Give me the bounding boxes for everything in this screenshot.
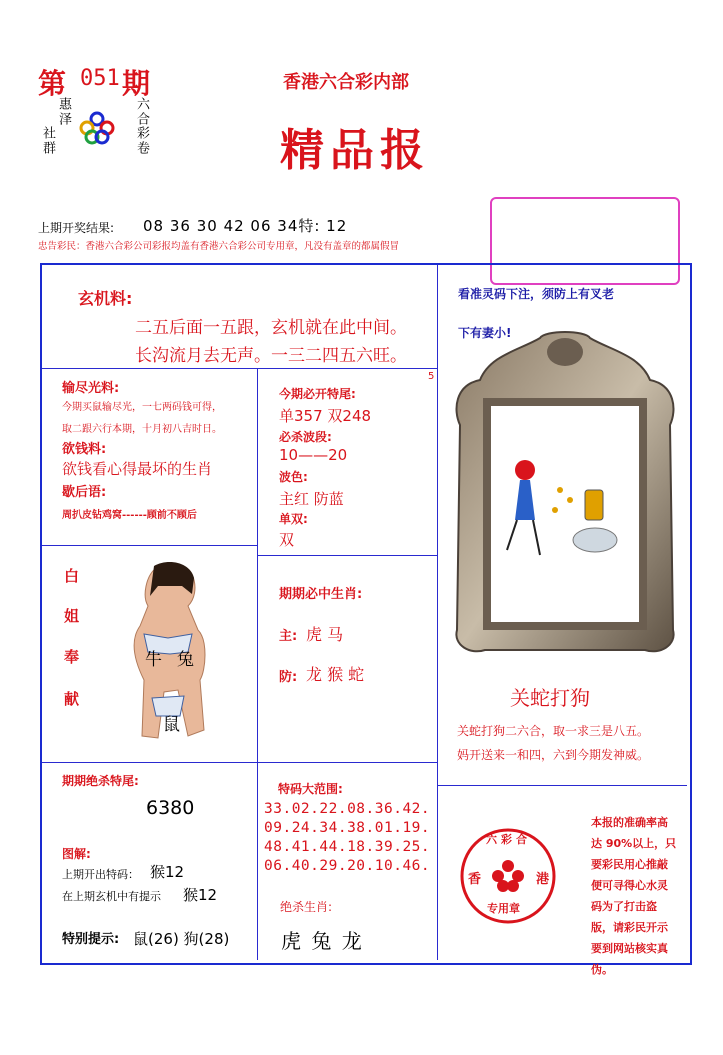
juesha-tewei-title: 期期绝杀特尾: — [62, 774, 139, 788]
shuxing-text1: 今期买鼠输尽光，一七两码钱可得， — [62, 402, 222, 413]
overlay-tu: 兔 — [177, 650, 194, 670]
tujie-title: 图解: — [62, 847, 91, 861]
juesha-shengxiao-value: 虎 兔 龙 — [281, 929, 364, 953]
notice-text: 忠告彩民：香港六合彩公司彩报均盖有香港六合彩公司专用章，凡没有盖章的都属假冒 — [38, 241, 400, 252]
issue-number: 051 — [80, 66, 120, 91]
tema-fanwei-title: 特码大范围: — [278, 782, 343, 796]
shengxiao-main-label: 主: — [279, 629, 298, 644]
seal-left: 香 — [468, 872, 482, 887]
last-result-numbers: 08 36 30 42 06 34特: 12 — [143, 217, 348, 235]
right-top-line1: 看准灵码下注，须防上有叉老 — [458, 287, 615, 301]
shuxing-text2: 取二跟六行本期，十月初八吉时日。 — [62, 424, 222, 435]
divider-h4 — [42, 762, 437, 763]
overlay-shu: 鼠 — [163, 715, 180, 735]
juesha-tewei-value: 6380 — [146, 797, 195, 819]
guanshe-line1: 关蛇打狗二六合，取一求三是八五。 — [457, 724, 650, 738]
last-result-label: 上期开奖结果: — [38, 221, 115, 235]
tujie-row2-label: 在上期玄机中有提示 — [62, 890, 161, 903]
bose-value: 主红 防蓝 — [279, 490, 344, 508]
bosha-value: 10——20 — [279, 446, 348, 464]
divider-left — [257, 368, 258, 960]
xuanji-line2: 长沟流月去无声。一三二四五六旺。 — [135, 346, 407, 366]
left-vertical-2: 社群 — [40, 126, 55, 156]
seal-bottom: 专用章 — [487, 902, 520, 915]
divider-right — [437, 265, 438, 960]
tujie-row1-label: 上期开出特码： — [62, 868, 139, 881]
guanshe-title: 关蛇打狗 — [510, 686, 590, 710]
tujie-row1-value: 猴12 — [150, 863, 185, 881]
danshuang-value: 双 — [279, 531, 295, 549]
bite-value: 单357 双248 — [279, 407, 372, 425]
baijie-char-2: 姐 — [64, 607, 80, 625]
tema-row-3: 48.41.44.18.39.25. — [264, 839, 431, 855]
mirror-frame-image — [445, 330, 685, 660]
right-top-line2: 下有妻小! — [458, 326, 512, 340]
guanshe-line2: 妈开送来一和四，六到今期发神威。 — [457, 748, 650, 762]
issue-prefix: 第 — [38, 67, 67, 100]
page-title: 精品报 — [280, 125, 430, 176]
accuracy-note: 本报的准确率高达 90%以上，只要彩民用心推敲便可寻得心水灵码为了打击盗版，请彩民开示要到网站核实真伪。 — [591, 816, 677, 976]
xiehou-title: 歇后语: — [62, 485, 107, 500]
bosha-title: 必杀波段: — [279, 430, 332, 444]
tema-row-1: 33.02.22.08.36.42. — [264, 801, 431, 817]
shengxiao-fang-label: 防: — [279, 670, 298, 685]
juesha-shengxiao-title: 绝杀生肖: — [280, 900, 333, 914]
subtitle: 香港六合彩内部 — [283, 72, 409, 93]
tema-row-4: 06.40.29.20.10.46. — [264, 858, 431, 874]
shengxiao-main-value: 虎 马 — [306, 625, 344, 644]
left-vertical-1: 惠泽 — [56, 97, 71, 127]
seal-right: 港 — [536, 872, 550, 887]
baijie-char-3: 奉 — [64, 648, 80, 666]
seal-top: 六彩合 — [486, 833, 531, 846]
divider-h2 — [42, 545, 257, 546]
shengxiao-fang-value: 龙 猴 蛇 — [306, 665, 365, 684]
page-mark: 5 — [428, 371, 435, 382]
tebie-label: 特别提示: — [62, 932, 120, 947]
divider-h5 — [437, 785, 687, 786]
xuanji-title: 玄机料: — [78, 289, 133, 308]
danshuang-title: 单双: — [279, 512, 308, 526]
tebie-value: 鼠(26) 狗(28) — [133, 930, 230, 948]
shengxiao-title: 期期必中生肖: — [279, 587, 363, 602]
right-vertical-2: 彩卷 — [134, 126, 149, 156]
baijie-char-1: 白 — [64, 567, 80, 585]
overlay-niu: 牛 — [145, 650, 162, 670]
yuqian-text: 欲钱看心得最坏的生肖 — [62, 460, 213, 478]
xiehou-text: 周扒皮钻鸡窝------顾前不顾后 — [62, 510, 197, 521]
tujie-row2-value: 猴12 — [183, 886, 218, 904]
bose-title: 波色: — [279, 470, 308, 484]
divider-h1 — [42, 368, 437, 369]
yuqian-title: 欲钱料: — [62, 442, 107, 457]
lottery-logo-icon — [78, 110, 116, 146]
right-vertical-1: 六合 — [134, 97, 149, 127]
bite-title: 今期必开特尾: — [279, 387, 356, 401]
xuanji-line1: 二五后面一五跟，玄机就在此中间。 — [135, 318, 407, 338]
shuxing-title: 输尽光料: — [62, 381, 120, 396]
tema-row-2: 09.24.34.38.01.19. — [264, 820, 431, 836]
divider-h3 — [257, 555, 437, 556]
issue-suffix: 期 — [122, 67, 151, 100]
baijie-char-4: 献 — [64, 690, 80, 708]
